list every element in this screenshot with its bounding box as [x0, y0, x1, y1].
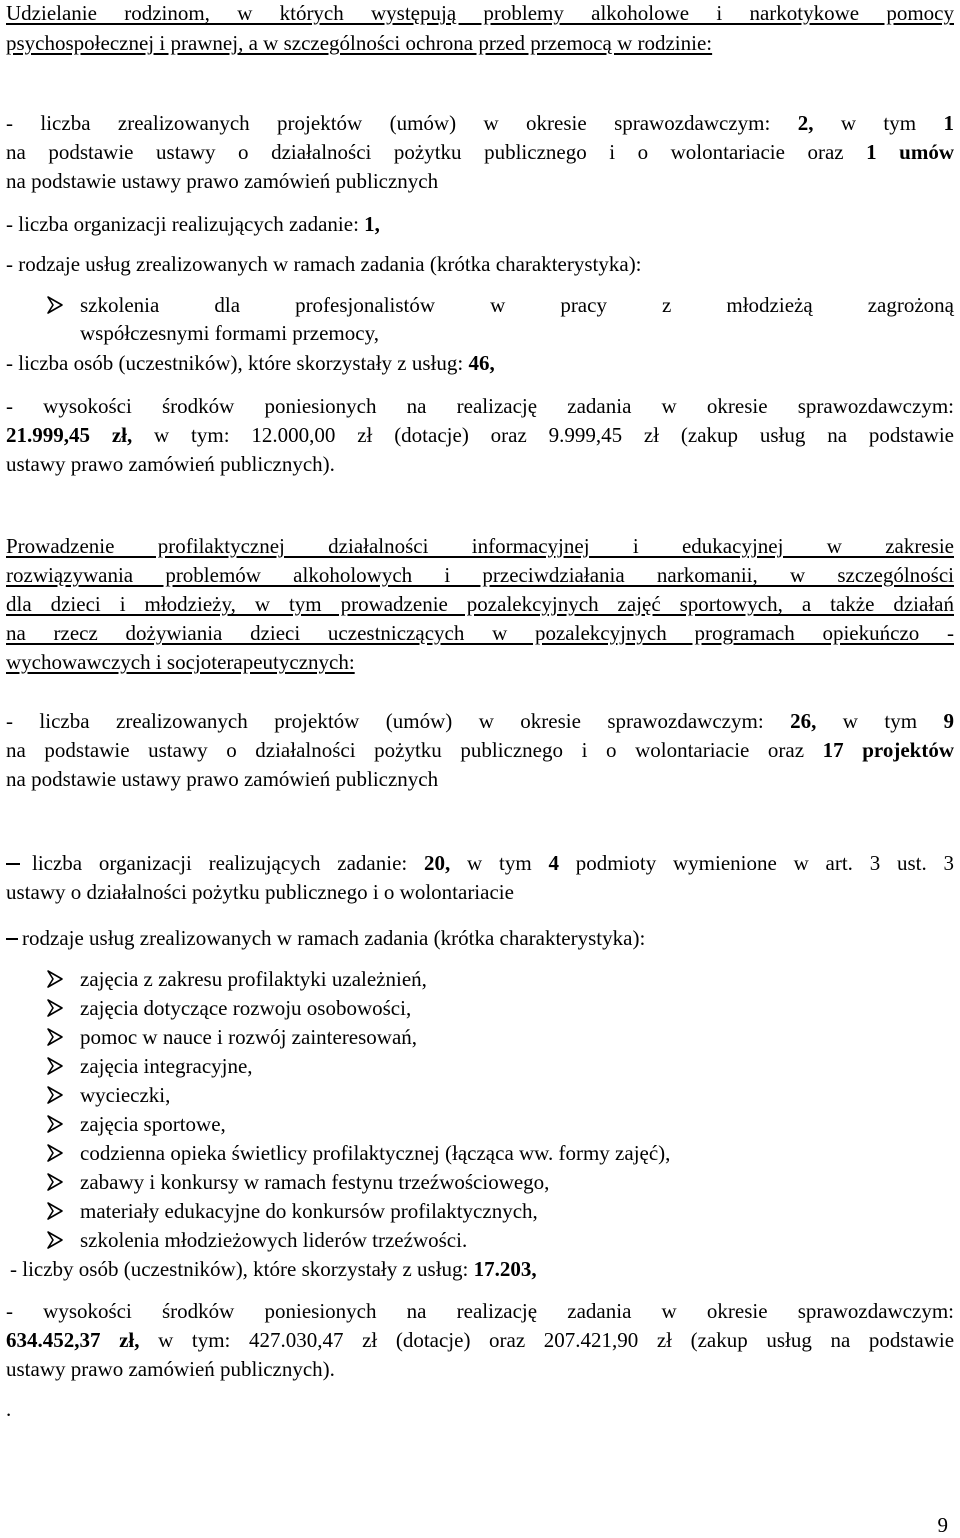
- trailing-dot: .: [6, 1397, 12, 1421]
- arrow-bullet-icon: [44, 997, 66, 1019]
- arrow-bullet-icon: [44, 1142, 66, 1164]
- arrow-bullet-icon: [44, 1084, 66, 1106]
- section2-service-item: zajęcia z zakresu profilaktyki uzależnień,: [80, 967, 427, 991]
- arrow-bullet-icon: [44, 1055, 66, 1077]
- section2-participants: - liczby osób (uczestników), które skorzystały z usług: 17.203,: [10, 1257, 537, 1281]
- section2-service-item: codzienna opieka świetlicy profilaktycznej (łącząca ww. formy zajęć),: [80, 1141, 671, 1165]
- arrow-bullet-icon: [44, 1229, 66, 1251]
- section1-projects-line-2: na podstawie ustawy o działalności pożytku publicznego i o wolontariacie oraz 1 umów: [6, 140, 954, 164]
- section2-service-item: wycieczki,: [80, 1083, 171, 1107]
- section1-service-item-line-1: szkolenia dla profesjonalistów w pracy z młodzieżą zagrożoną: [80, 293, 954, 317]
- section1-participants: - liczba osób (uczestników), które skorzystały z usług: 46,: [6, 351, 495, 375]
- section2-heading-line-2: rozwiązywania problemów alkoholowych i przeciwdziałania narkomanii, w szczególności: [6, 563, 954, 587]
- section2-heading-line-5: wychowawczych i socjoterapeutycznych:: [6, 650, 355, 674]
- dash-bullet-icon: [6, 938, 18, 940]
- section1-heading-line-2: psychospołecznej i prawnej, a w szczególności ochrona przed przemocą w rodzinie:: [6, 31, 713, 55]
- section2-heading-line-1: Prowadzenie profilaktycznej działalności informacyjnej i edukacyjnej w zakresie: [6, 534, 954, 558]
- page-number: 9: [937, 1513, 948, 1537]
- section2-service-item: zajęcia sportowe,: [80, 1112, 226, 1136]
- section1-costs-line-2: 21.999,45 zł, w tym: 12.000,00 zł (dotacje) oraz 9.999,45 zł (zakup usług na podstawie: [6, 423, 955, 447]
- section1-services-heading: - rodzaje usług zrealizowanych w ramach zadania (krótka charakterystyka):: [6, 252, 642, 276]
- section1-costs-line-1: - wysokości środków poniesionych na realizację zadania w okresie sprawozdawczym:: [6, 394, 954, 418]
- section2-costs-line-2: 634.452,37 zł, w tym: 427.030,47 zł (dotacje) oraz 207.421,90 zł (zakup usług na podstawie: [6, 1328, 955, 1352]
- section2-costs-line-3: ustawy prawo zamówień publicznych).: [6, 1357, 335, 1381]
- section1-orgs: - liczba organizacji realizujących zadanie: 1,: [6, 212, 380, 236]
- arrow-bullet-icon: [44, 294, 66, 316]
- section1-projects-line-3: na podstawie ustawy prawo zamówień publicznych: [6, 169, 439, 193]
- section2-orgs-line-1: liczba organizacji realizujących zadanie: 20, w tym 4 podmioty wymienione w art. 3 ust. 3: [6, 850, 954, 878]
- section2-service-item: zabawy i konkursy w ramach festynu trzeźwościowego,: [80, 1170, 550, 1194]
- arrow-bullet-icon: [44, 1171, 66, 1193]
- section2-service-item: zajęcia dotyczące rozwoju osobowości,: [80, 996, 412, 1020]
- section2-costs-line-1: - wysokości środków poniesionych na realizację zadania w okresie sprawozdawczym:: [6, 1299, 954, 1323]
- section2-projects-line-1: - liczba zrealizowanych projektów (umów) w okresie sprawozdawczym: 26, w tym 9: [6, 709, 954, 733]
- section2-projects-line-3: na podstawie ustawy prawo zamówień publicznych: [6, 767, 439, 791]
- section2-service-item: szkolenia młodzieżowych liderów trzeźwości.: [80, 1228, 468, 1252]
- section2-projects-line-2: na podstawie ustawy o działalności pożytku publicznego i o wolontariacie oraz 17 projektów: [6, 738, 954, 762]
- section1-costs-line-3: ustawy prawo zamówień publicznych).: [6, 452, 335, 476]
- arrow-bullet-icon: [44, 1026, 66, 1048]
- section2-service-item: pomoc w nauce i rozwój zainteresowań,: [80, 1025, 418, 1049]
- dash-bullet-icon: [6, 863, 20, 865]
- section2-heading-line-3: dla dzieci i młodzieży, w tym prowadzenie pozalekcyjnych zajęć sportowych, a także działań: [6, 592, 954, 616]
- section1-heading-line-1: Udzielanie rodzinom, w których występują problemy alkoholowe i narkotykowe pomocy: [6, 1, 954, 25]
- section2-service-item: materiały edukacyjne do konkursów profilaktycznych,: [80, 1199, 538, 1223]
- section2-orgs-line-2: ustawy o działalności pożytku publicznego i o wolontariacie: [6, 880, 514, 904]
- arrow-bullet-icon: [44, 1113, 66, 1135]
- arrow-bullet-icon: [44, 968, 66, 990]
- section2-service-item: zajęcia integracyjne,: [80, 1054, 253, 1078]
- section1-service-item-line-2: współczesnymi formami przemocy,: [80, 321, 379, 345]
- section1-projects-line-1: - liczba zrealizowanych projektów (umów) w okresie sprawozdawczym: 2, w tym 1: [6, 111, 954, 135]
- arrow-bullet-icon: [44, 1200, 66, 1222]
- section2-services-heading-line: rodzaje usług zrealizowanych w ramach zadania (krótka charakterystyka):: [6, 925, 954, 953]
- section2-heading-line-4: na rzecz dożywiania dzieci uczestniczących w pozalekcyjnych programach opiekuńczo -: [6, 621, 954, 645]
